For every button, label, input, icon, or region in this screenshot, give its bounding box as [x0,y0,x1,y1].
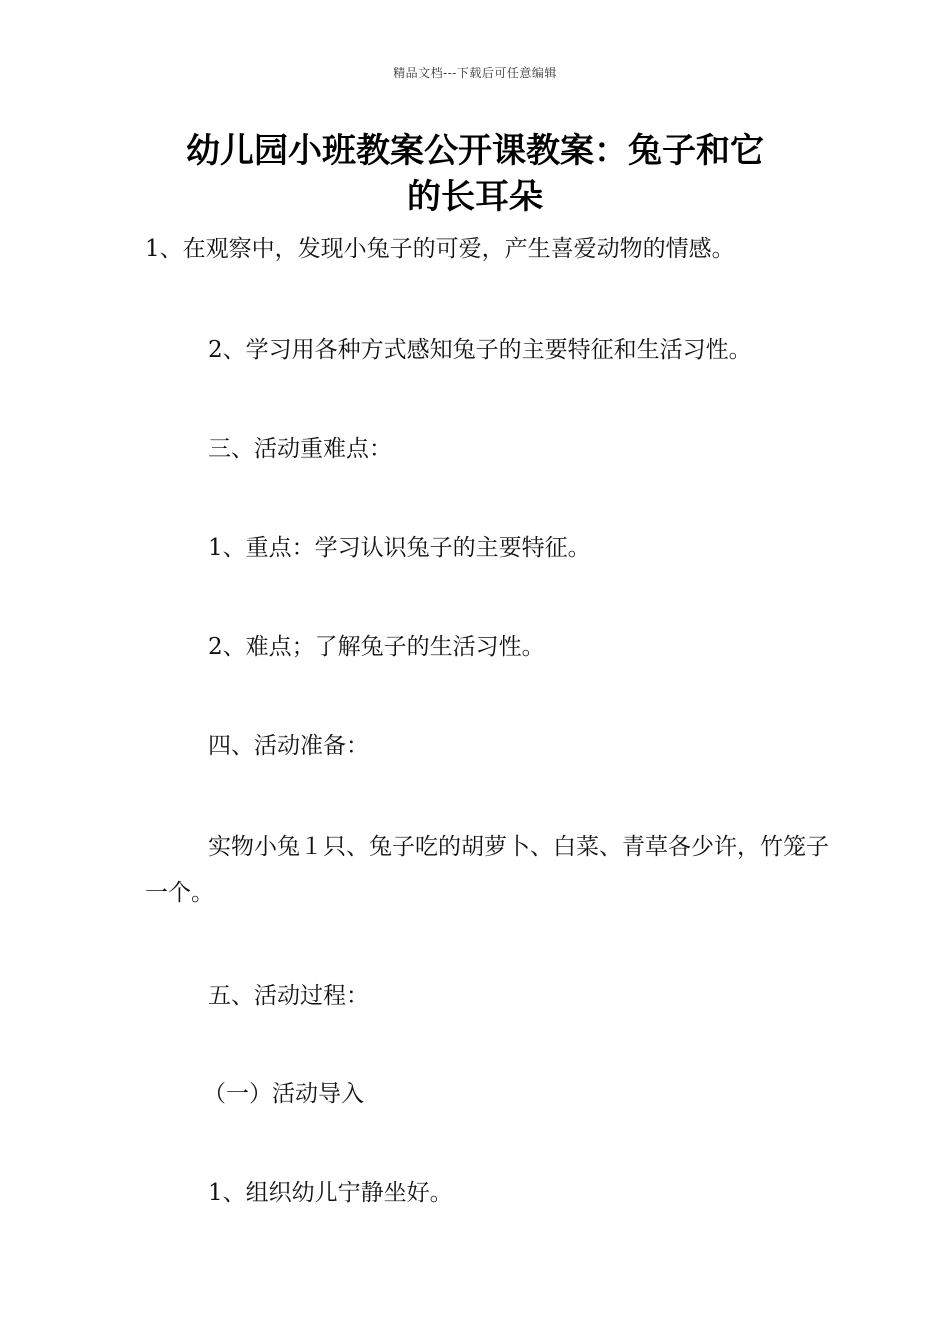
title-line-1: 幼儿园小班教案公开课教案：兔子和它 [186,131,764,171]
page-header: 精品文档---下载后可任意编辑 [393,66,557,80]
document-title [100,128,850,220]
paragraph-difficulty: 2、难点；了解兔子的生活习性。 [208,634,545,660]
section-heading-process: 五、活动过程： [208,983,369,1009]
paragraph-key-point: 1、重点：学习认识兔子的主要特征。 [208,535,591,561]
paragraph-goal-2: 2、学习用各种方式感知兔子的主要特征和生活习性。 [208,337,752,363]
paragraph-goal-1: 1、在观察中，发现小兔子的可爱，产生喜爱动物的情感。 [145,236,735,262]
paragraph-materials: 实物小兔１只、兔子吃的胡萝卜、白菜、青草各少许，竹笼子一个。 [145,834,829,906]
paragraph-step-1: 1、组织幼儿宁静坐好。 [208,1180,453,1206]
title-line-2: 的长耳朵 [407,177,543,217]
section-heading-preparation: 四、活动准备： [208,733,369,759]
section-heading-key-points: 三、活动重难点： [208,436,392,462]
subsection-heading-intro: （一）活动导入 [203,1081,364,1107]
